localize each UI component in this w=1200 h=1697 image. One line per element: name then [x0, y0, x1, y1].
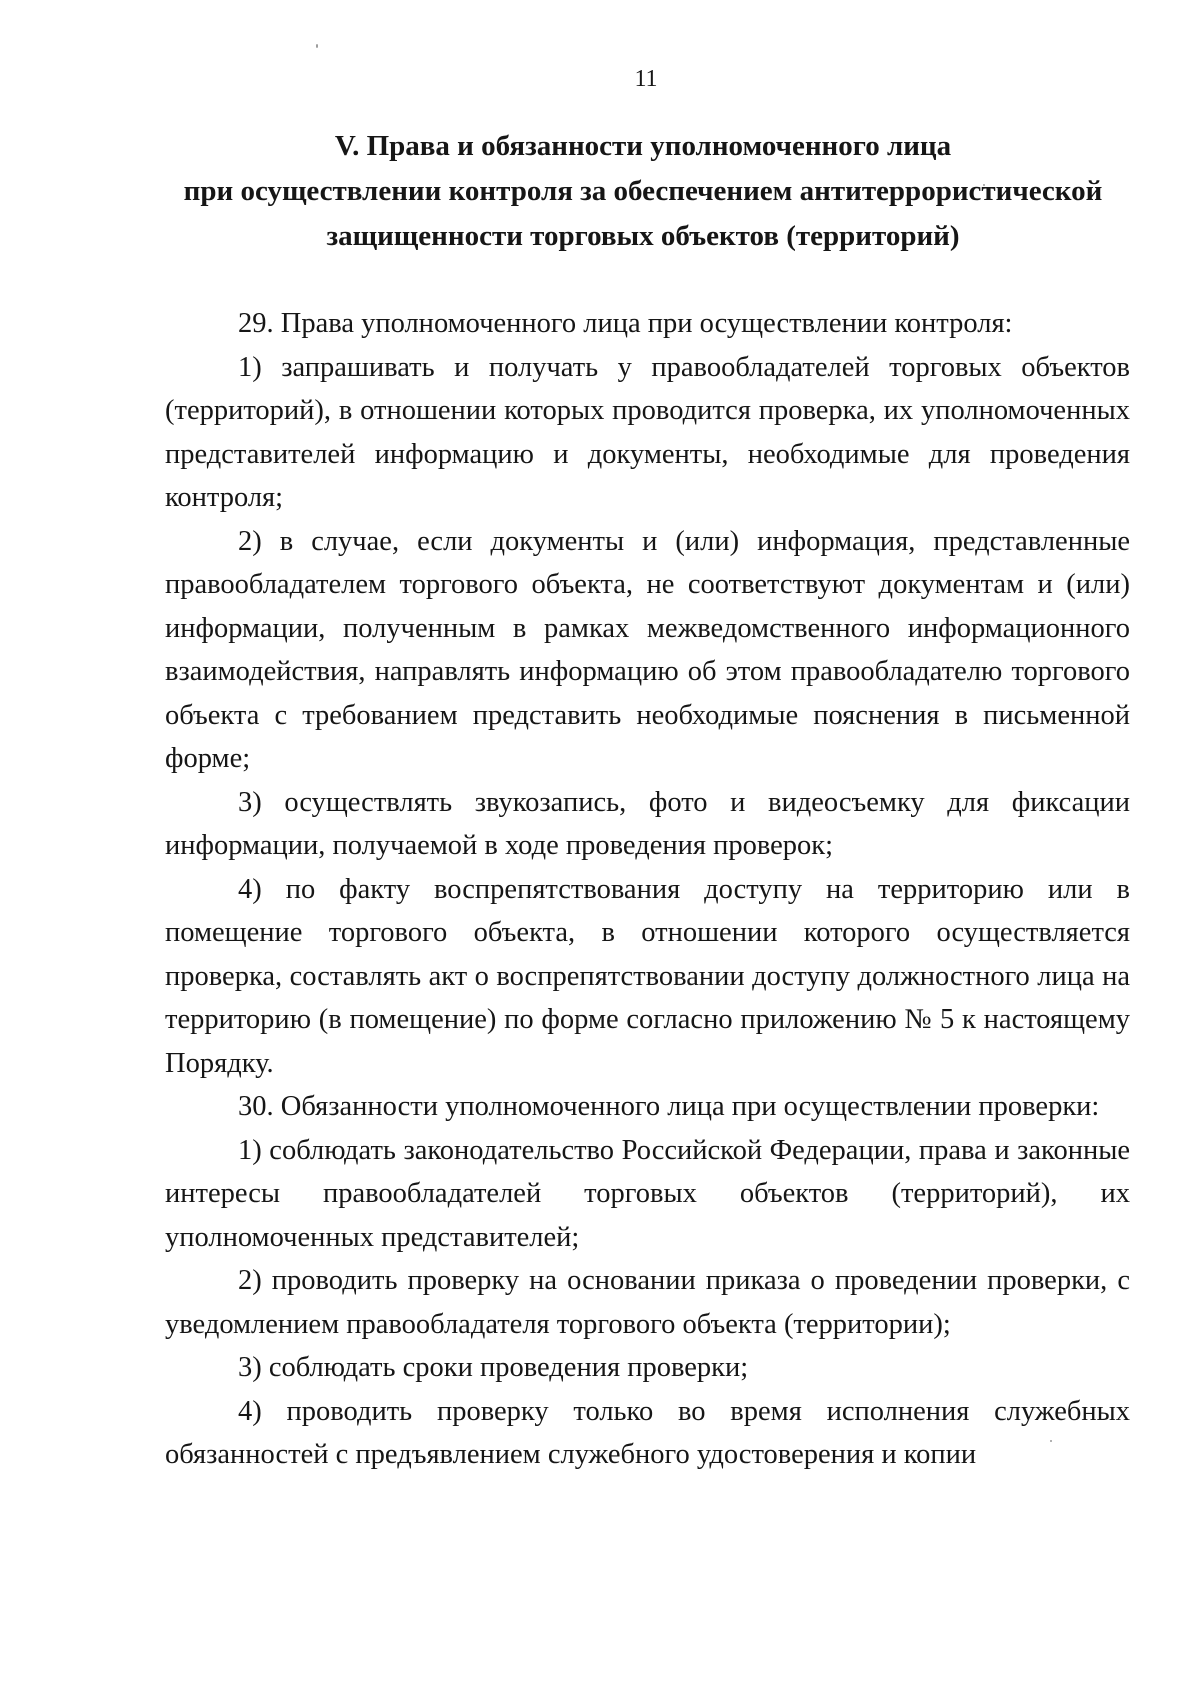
scan-speck: [316, 44, 318, 48]
paragraph-30-item-1: 1) соблюдать законодательство Российской Федерации, права и законные интересы правообладателей торговых объектов (территорий), их уполномоченных представителей;: [165, 1134, 1130, 1253]
paragraph-30-item-2: 2) проводить проверку на основании приказа о проведении проверки, с уведомлением правообладателя торгового объекта (территории);: [165, 1265, 1130, 1340]
page-number: 11: [634, 66, 658, 92]
paragraph-29-item-3: 3) осуществлять звукозапись, фото и видеосъемку для фиксации информации, получаемой в ходе проведения проверок;: [165, 786, 1130, 861]
paragraph-29-item-2: 2) в случае, если документы и (или) информация, представленные правообладателем торгового объекта, не соответствуют документам и (или) информации, полученным в рамках межведомственного информационного взаимодействия, направлять информацию об этом правообладателю торгового объекта с требованием представить необходимые пояснения в письменной форме;: [165, 525, 1130, 774]
paragraph-30-intro: 30. Обязанности уполномоченного лица при осуществлении проверки:: [238, 1091, 1100, 1122]
document-body: [165, 302, 1130, 1477]
paragraph-29-intro: 29. Права уполномоченного лица при осуществлении контроля:: [238, 308, 1013, 339]
paragraph-29-item-4: 4) по факту воспрепятствования доступу на территорию или в помещение торгового объекта, в отношении которого осуществляется проверка, составлять акт о воспрепятствовании доступу должностного лица на территорию (в помещение) по форме согласно приложению № 5 к настоящему Порядку.: [165, 873, 1130, 1079]
paragraph-30-item-4: 4) проводить проверку только во время исполнения служебных обязанностей с предъявлением служебного удостоверения и копии: [165, 1395, 1130, 1470]
section-heading-line-1: V. Права и обязанности уполномоченного лица: [334, 130, 952, 162]
paragraph-29-item-1: 1) запрашивать и получать у правообладателей торговых объектов (территорий), в отношении которых проводится проверка, их уполномоченных представителей информацию и документы, необходимые для проведения контроля;: [165, 351, 1130, 513]
section-heading-line-3: защищенности торговых объектов (территорий): [326, 220, 960, 252]
paragraph-30-item-3: 3) соблюдать сроки проведения проверки;: [238, 1352, 749, 1383]
section-heading: [158, 124, 1128, 259]
section-heading-line-2: при осуществлении контроля за обеспечением антитеррористической: [183, 175, 1103, 207]
